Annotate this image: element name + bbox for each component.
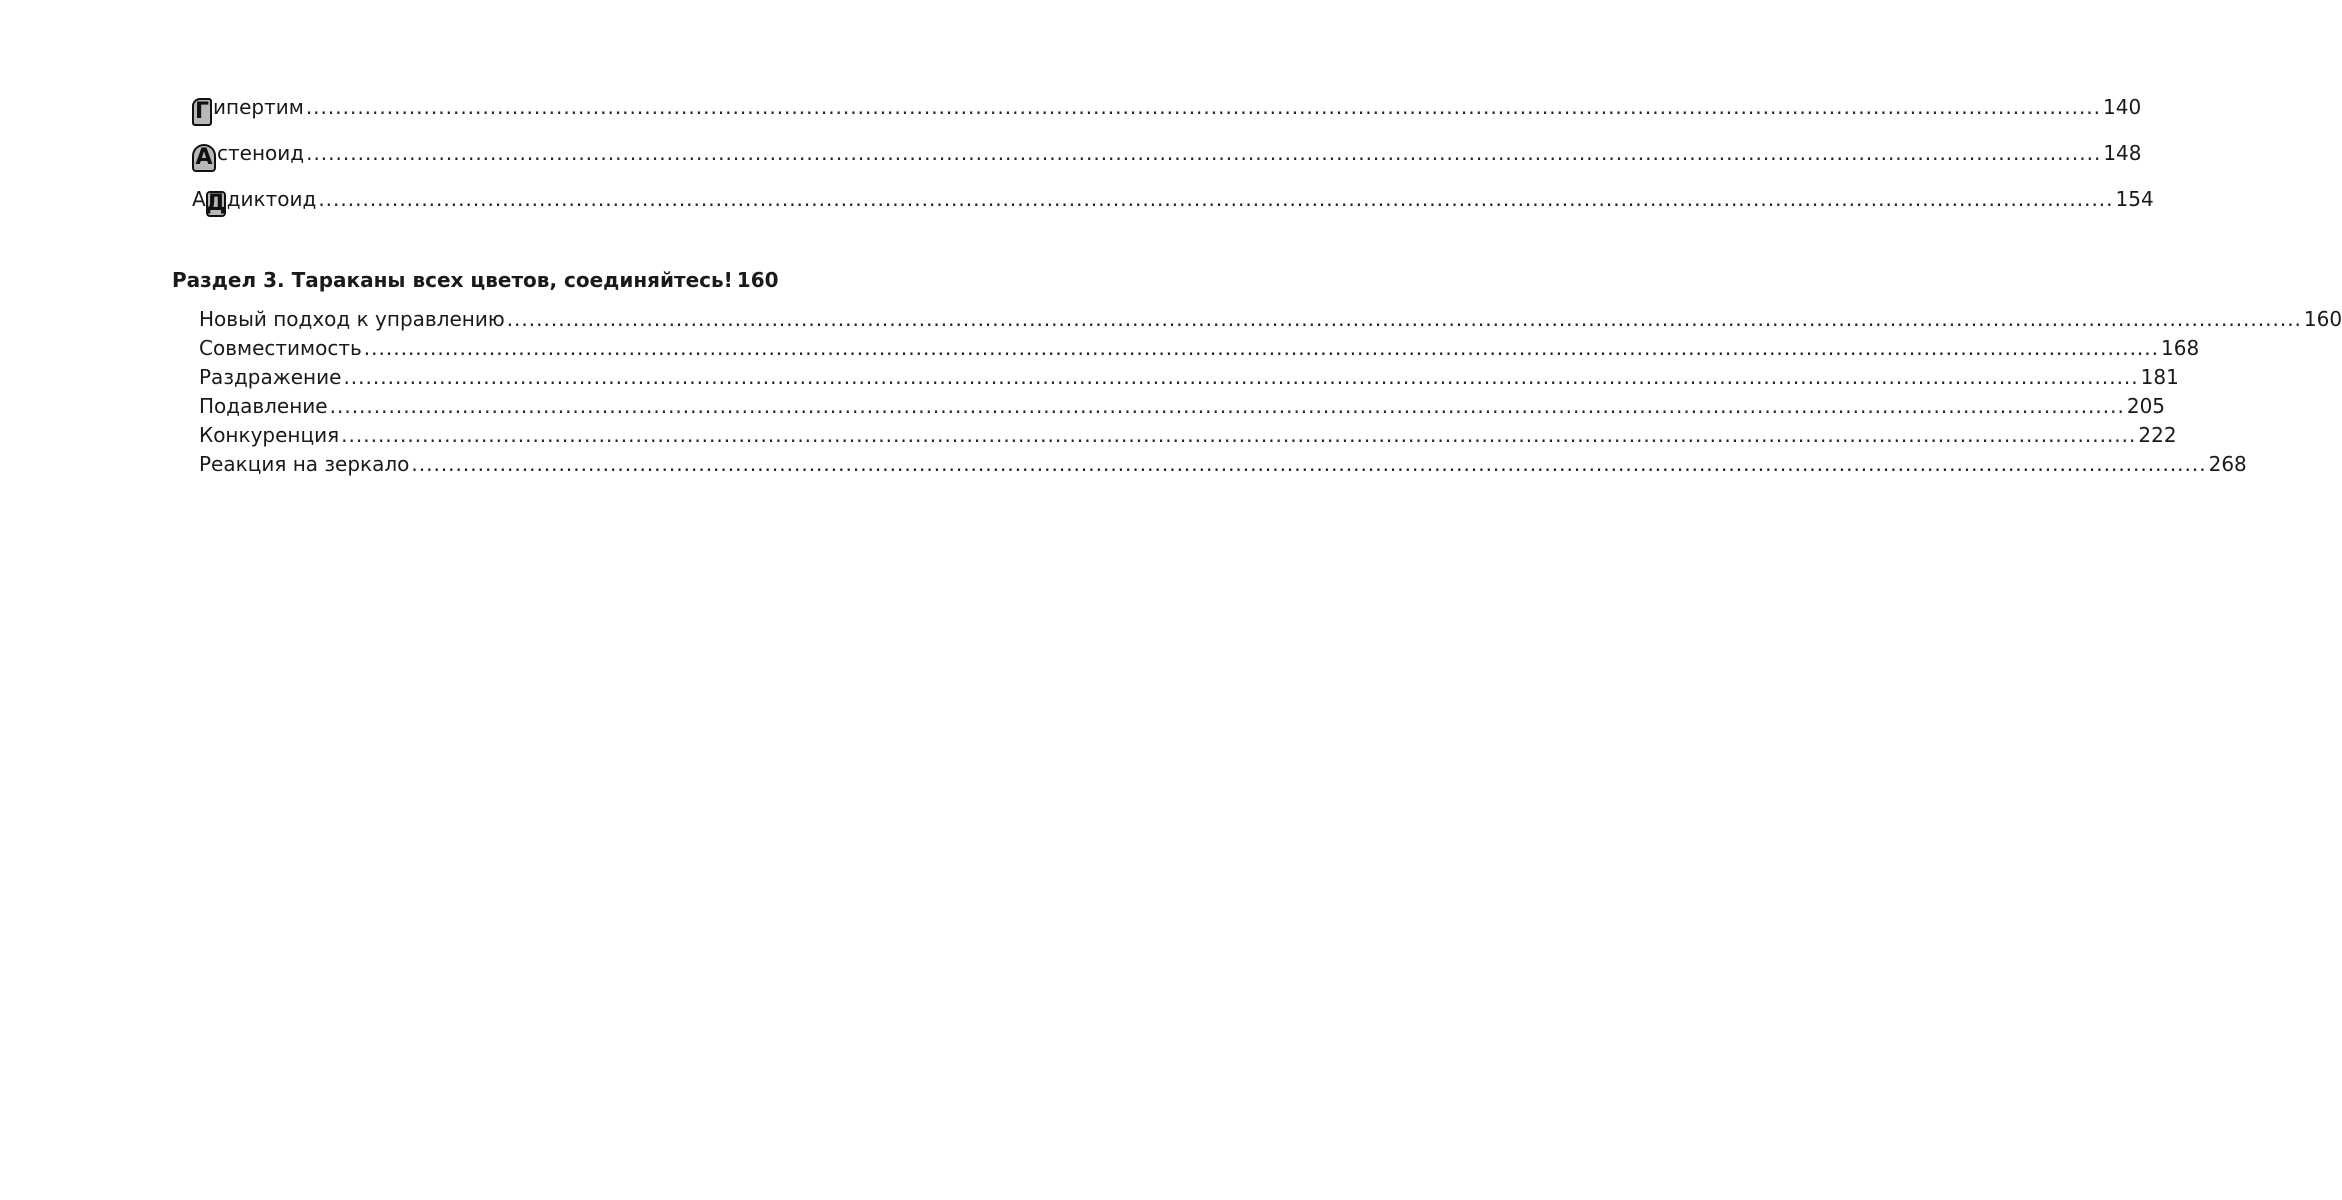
leader-dots [343,365,2138,389]
toc-page-number: 160 [2303,307,2342,331]
toc-page-number: 140 [2103,95,2142,119]
drop-cap-badge: Г [192,98,212,126]
leader-dots [411,452,2206,476]
toc-subentry-label: Реакция на зеркало [199,452,410,476]
toc-subentry[interactable] [199,336,2200,366]
toc-entry-label [192,141,304,172]
toc-entry-label [192,187,316,217]
toc-subentry[interactable] [199,423,2177,453]
toc-entry-prefix: А [192,187,206,211]
toc-page-number: 205 [2126,394,2166,418]
leader-dots [318,187,2113,211]
toc-subentry[interactable] [199,365,2179,395]
toc-entry-text: стеноид [217,141,305,165]
toc-page-number: 268 [2208,452,2247,476]
toc-subentry-label: Новый подход к управлению [199,307,505,331]
toc-page-number: 168 [2161,336,2200,360]
toc-page-number: 148 [2103,141,2142,165]
leader-dots [330,394,2125,418]
toc-page-number: 222 [2138,423,2177,447]
toc-entry-gipertim[interactable] [192,95,2142,129]
toc-section-heading[interactable] [172,268,779,300]
toc-page-number: 160 [736,268,779,292]
toc-subentry[interactable] [199,307,2342,337]
section-title: Раздел 3. Тараканы всех цветов, соединяйтесь! [172,268,733,292]
toc-subentry-label: Подавление [199,394,328,418]
drop-cap-badge: А [192,144,216,172]
toc-entry-text: диктоид [226,187,317,211]
toc-entry-text: ипертим [213,95,304,119]
toc-page-number: 181 [2140,365,2179,389]
toc-entry-addiktoid[interactable] [192,187,2154,221]
toc-subentry-label: Совместимость [199,336,362,360]
toc-subentry[interactable] [199,394,2166,424]
leader-dots [364,336,2159,360]
toc-entry-label [192,95,304,126]
toc-page-number: 154 [2115,187,2154,211]
drop-cap-badge: Д [205,191,226,216]
leader-dots [507,307,2302,331]
toc-subentry[interactable] [199,452,2247,482]
leader-dots [306,141,2101,165]
toc-entry-astenoid[interactable] [192,141,2142,175]
leader-dots [306,95,2101,119]
toc-subentry-label: Раздражение [199,365,342,389]
toc-subentry-label: Конкуренция [199,423,340,447]
leader-dots [341,423,2136,447]
